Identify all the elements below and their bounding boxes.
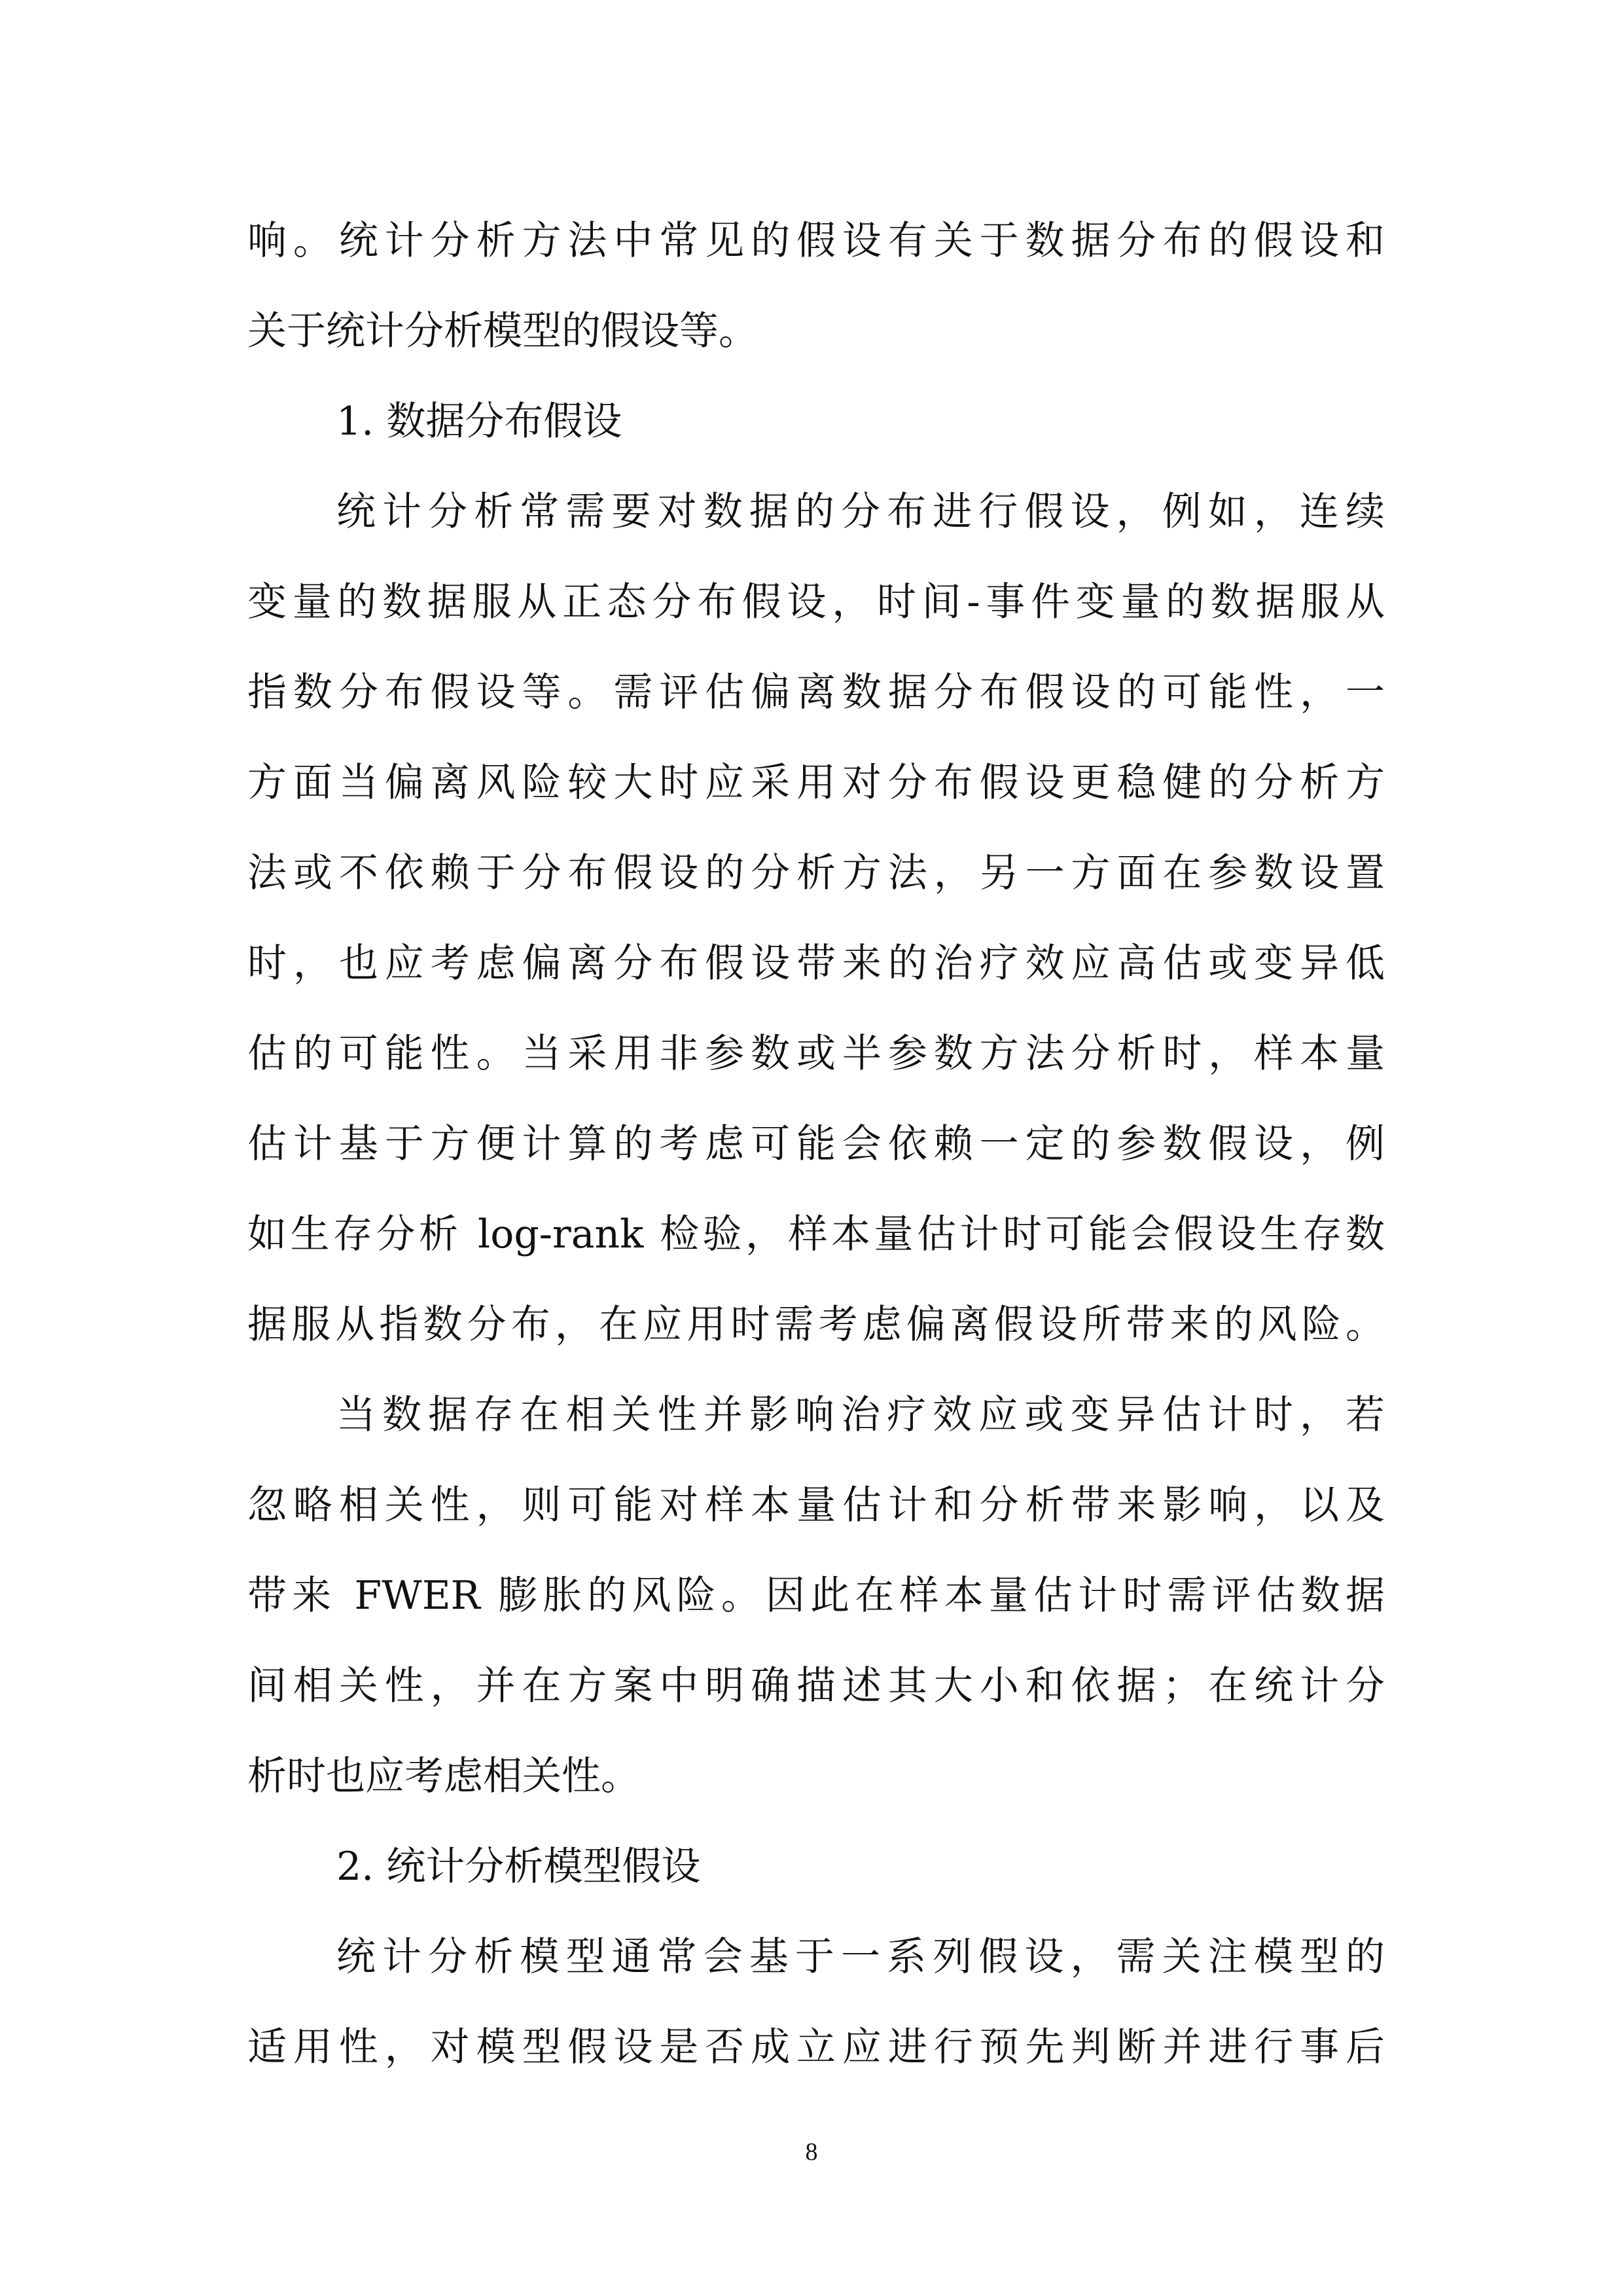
text-line: 据服从指数分布，在应用时需考虑偏离假设所带来的风险。 (247, 1302, 1385, 1348)
text-line: 关于统计分析模型的假设等。 (247, 308, 758, 354)
text-line: 指数分布假设等。需评估偏离数据分布假设的可能性，一 (247, 670, 1385, 715)
text-line: 如生存分析 log-rank 检验，样本量估计时可能会假设生存数 (247, 1211, 1385, 1257)
text-line: 变量的数据服从正态分布假设，时间-事件变量的数据服从 (247, 579, 1385, 625)
page-number: 8 (805, 2138, 818, 2166)
text-line: 带来 FWER 膨胀的风险。因此在样本量估计时需评估数据 (247, 1573, 1385, 1619)
section-heading: 1. 数据分布假设 (336, 399, 622, 444)
text-line: 方面当偏离风险较大时应采用对分布假设更稳健的分析方 (247, 760, 1385, 806)
text-line: 统计分析常需要对数据的分布进行假设，例如，连续 (336, 489, 1385, 535)
text-line: 析时也应考虑相关性。 (247, 1753, 640, 1799)
text-line: 适用性，对模型假设是否成立应进行预先判断并进行事后 (247, 2024, 1385, 2070)
text-line: 间相关性，并在方案中明确描述其大小和依据；在统计分 (247, 1663, 1385, 1709)
text-line: 响。统计分析方法中常见的假设有关于数据分布的假设和 (247, 218, 1385, 264)
text-line: 当数据存在相关性并影响治疗效应或变异估计时，若 (336, 1392, 1385, 1438)
section-heading: 2. 统计分析模型假设 (336, 1844, 701, 1890)
text-line: 忽略相关性，则可能对样本量估计和分析带来影响，以及 (247, 1482, 1385, 1528)
text-line: 时，也应考虑偏离分布假设带来的治疗效应高估或变异低 (247, 941, 1385, 986)
text-line: 估的可能性。当采用非参数或半参数方法分析时，样本量 (247, 1031, 1385, 1077)
text-line: 估计基于方便计算的考虑可能会依赖一定的参数假设，例 (247, 1121, 1385, 1167)
text-line: 统计分析模型通常会基于一系列假设，需关注模型的 (336, 1934, 1385, 1980)
text-line: 法或不依赖于分布假设的分析方法，另一方面在参数设置 (247, 850, 1385, 896)
